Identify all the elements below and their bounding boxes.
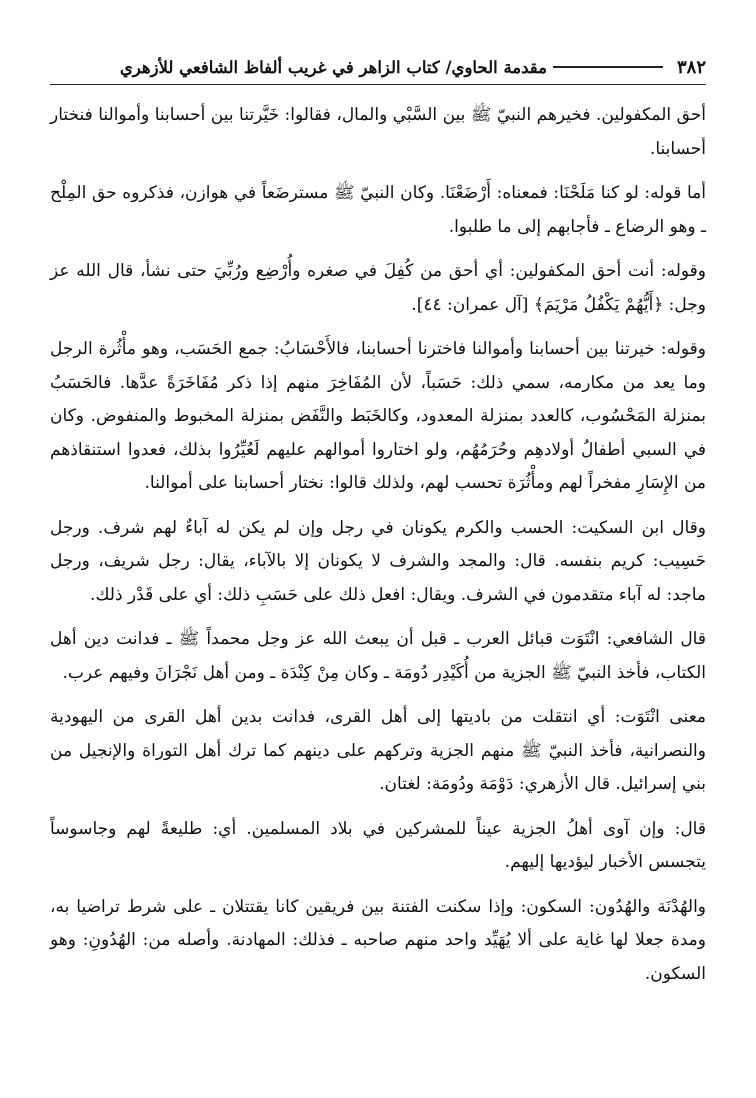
- paragraph: وقوله: خيرتنا بين أحسابنا وأموالنا فاخترنا أحسابنا، فالأَحْسَابُ: جمع الحَسَب، وهو مأْثُرة الرجل وما يعد من مكارمه، سمي ذلك: حَسَباً، لأن المُفَاخِرَ منهم إذا ذكر مُفَاخَرَةً عدَّها. فالحَسَبُ بمنزلة المَحْسُوب، كالعدد بمنزلة المعدود، وكالخَبَط والنَّفَض بمنزلة المخبوط والمنفوض. وكان في السبي أطفالُ أولادهِم وحُرَمُهُم، ولو اختاروا أموالهم عليهم لَعُيِّرُوا بذلك، فعدوا استنقاذهم من الإِسَارِ مفخراً لهم ومأْثُرَة تحسب لهم، ولذلك قالوا: نختار أحسابنا على أموالنا.: [50, 339, 706, 493]
- paragraph: أحق المكفولين. فخيرهم النبيّ ﷺ بين السَّبْي والمال، فقالوا: خَيَّرتنا بين أحسابنا وأموالنا فنختار أحسابنا.: [50, 105, 706, 159]
- running-header: [50, 50, 706, 85]
- paragraph: قال الشافعي: انْتَوَت قبائل العرب ـ قبل أن يبعث الله عز وجل محمداً ﷺ ـ فدانت دين أهل الكتاب، فأخذ النبيّ ﷺ الجزية من أُكَيْدِر دُومَة ـ وكان مِنْ كِنْدَة ـ ومن أهل نَجْرَانَ وفيهم عرب.: [50, 629, 706, 683]
- header-rule: [553, 66, 663, 68]
- paragraph: قال: وإن آوى أهلُ الجزية عيناً للمشركين في بلاد المسلمين. أي: طليعةً لهم وجاسوساً يتجسس الأخبار ليؤديها إليهم.: [50, 818, 706, 872]
- paragraph: والهُدْنَة والهُدُون: السكون: وإذا سكنت الفتنة بين فريقين كانا يقتتلان ـ على شرط تراضيا به، ومدة جعلا لها غاية على ألا يُهَيِّد واحد منهم صاحبه ـ فذلك: المهادنة. وأصله من: الهُدُونِ: وهو السكون.: [50, 896, 706, 984]
- paragraph: معنى انْتَوَت: أي انتقلت من باديتها إلى أهل القرى، فدانت بدين أهل القرى من اليهودية والنصرانية، فأخذ النبيّ ﷺ منهم الجزية وتركهم على دينهم كما ترك أهل التوراة والإنجيل من بني إسرائيل. قال الأزهري: دَوْمَة ودُومَة: لغتان.: [50, 707, 706, 794]
- page-number: ٣٨٢: [676, 56, 706, 78]
- running-title: مقدمة الحاوي/ كتاب الزاهر في غريب ألفاظ الشافعي للأزهري: [119, 57, 547, 77]
- page-body: [50, 99, 706, 991]
- paragraph: وقال ابن السكيت: الحسب والكرم يكونان في رجل وإن لم يكن له آباءٌ لهم شرف. ورجل حَسِيب: كريم بنفسه. قال: والمجد والشرف لا يكونان إلا بالآباء، يقال: رجل شريف، ورجل ماجد: له آباء متقدمون في الشرف. ويقال: افعل ذلك على حَسَبِ ذلك: أي على قَدْر ذلك.: [50, 517, 706, 605]
- paragraph: وقوله: أنت أحق المكفولين: أي أحق من كُفِلَ في صغره وأُرْضِع ورُبِّيَ حتى نشأ، قال الله عز وجل: ﴿أَيُّهُمْ يَكْفُلُ مَرْيَمَ﴾ [آل عمران: ٤٤].: [50, 261, 706, 315]
- paragraph: أما قوله: لو كنا مَلَحْنَا: فمعناه: أَرْضَعْنَا. وكان النبيّ ﷺ مسترضَعاً في هوازن، فذكروه حق المِلْح ـ وهو الرضاع ـ فأجابهم إلى ما طلبوا.: [50, 183, 706, 237]
